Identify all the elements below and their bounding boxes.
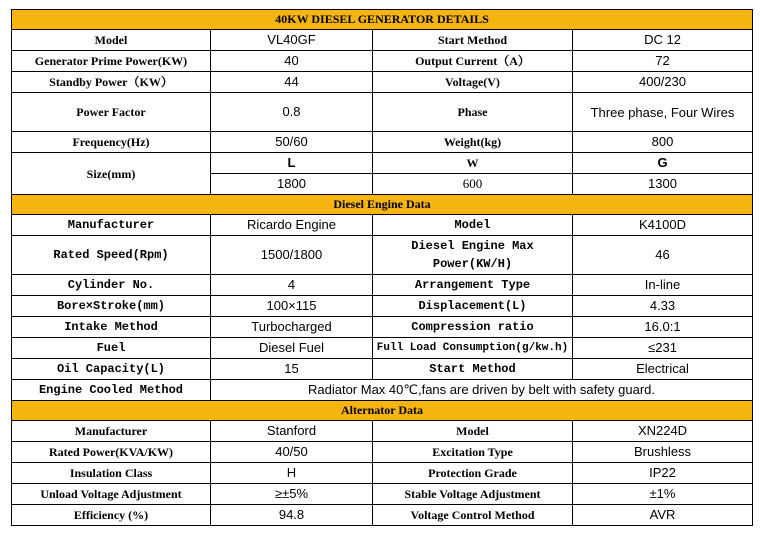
weight-value: 800 — [573, 132, 753, 153]
standby-power-label: Standby Power（KW） — [12, 72, 211, 93]
engine-model-label: Model — [373, 215, 573, 236]
bore-stroke-value: 100×115 — [211, 296, 373, 317]
engine-manufacturer-value: Ricardo Engine — [211, 215, 373, 236]
table-row — [12, 215, 753, 236]
consumption-value: ≤231 — [573, 338, 753, 359]
table-row — [12, 72, 753, 93]
max-power-label: Diesel Engine Max Power(KW/H) — [373, 236, 573, 275]
oil-capacity-label: Oil Capacity(L) — [12, 359, 211, 380]
table-row — [12, 463, 753, 484]
displacement-value: 4.33 — [573, 296, 753, 317]
table-row — [12, 51, 753, 72]
frequency-value: 50/60 — [211, 132, 373, 153]
rated-power-value: 40/50 — [211, 442, 373, 463]
consumption-label: Full Load Consumption(g/kw.h) — [373, 338, 573, 359]
engine-section-title: Diesel Engine Data — [12, 195, 753, 215]
insulation-value: H — [211, 463, 373, 484]
model-value: VL40GF — [211, 30, 373, 51]
fuel-label: Fuel — [12, 338, 211, 359]
output-current-label: Output Current（A） — [373, 51, 573, 72]
bore-stroke-label: Bore×Stroke(mm) — [12, 296, 211, 317]
arrangement-value: In-line — [573, 275, 753, 296]
section-header-row — [12, 195, 753, 215]
table-row — [12, 317, 753, 338]
start-method-label: Start Method — [373, 30, 573, 51]
voltage-value: 400/230 — [573, 72, 753, 93]
table-row — [12, 359, 753, 380]
size-g-value: 1300 — [573, 174, 753, 195]
excitation-label: Excitation Type — [373, 442, 573, 463]
table-row — [12, 236, 753, 275]
cylinder-value: 4 — [211, 275, 373, 296]
insulation-label: Insulation Class — [12, 463, 211, 484]
cooled-method-value: Radiator Max 40℃,fans are driven by belt with safety guard. — [211, 380, 753, 401]
output-current-value: 72 — [573, 51, 753, 72]
title-row — [12, 10, 753, 30]
table-row — [12, 505, 753, 526]
compression-value: 16.0:1 — [573, 317, 753, 338]
start-method-value: DC 12 — [573, 30, 753, 51]
size-w-value: 600 — [373, 174, 573, 195]
voltage-control-label: Voltage Control Method — [373, 505, 573, 526]
cooled-method-label: Engine Cooled Method — [12, 380, 211, 401]
table-row — [12, 296, 753, 317]
engine-model-value: K4100D — [573, 215, 753, 236]
power-factor-label: Power Factor — [12, 93, 211, 132]
stable-voltage-label: Stable Voltage Adjustment — [373, 484, 573, 505]
unload-voltage-label: Unload Voltage Adjustment — [12, 484, 211, 505]
table-row — [12, 275, 753, 296]
cylinder-label: Cylinder No. — [12, 275, 211, 296]
protection-label: Protection Grade — [373, 463, 573, 484]
rated-power-label: Rated Power(KVA/KW) — [12, 442, 211, 463]
weight-label: Weight(kg) — [373, 132, 573, 153]
engine-manufacturer-label: Manufacturer — [12, 215, 211, 236]
alt-manufacturer-value: Stanford — [211, 421, 373, 442]
oil-capacity-value: 15 — [211, 359, 373, 380]
standby-power-value: 44 — [211, 72, 373, 93]
alt-model-value: XN224D — [573, 421, 753, 442]
table-row — [12, 484, 753, 505]
engine-start-label: Start Method — [373, 359, 573, 380]
efficiency-label: Efficiency (%) — [12, 505, 211, 526]
engine-start-value: Electrical — [573, 359, 753, 380]
size-w-header: W — [373, 153, 573, 174]
model-label: Model — [12, 30, 211, 51]
table-row — [12, 30, 753, 51]
arrangement-label: Arrangement Type — [373, 275, 573, 296]
alternator-section-title: Alternator Data — [12, 401, 753, 421]
section-header-row — [12, 401, 753, 421]
table-row — [12, 132, 753, 153]
rated-speed-label: Rated Speed(Rpm) — [12, 236, 211, 275]
rated-speed-value: 1500/1800 — [211, 236, 373, 275]
table-title: 40KW DIESEL GENERATOR DETAILS — [12, 10, 753, 30]
size-g-header: G — [573, 153, 753, 174]
table-row — [12, 442, 753, 463]
unload-voltage-value: ≥±5% — [211, 484, 373, 505]
voltage-label: Voltage(V) — [373, 72, 573, 93]
alt-model-label: Model — [373, 421, 573, 442]
displacement-label: Displacement(L) — [373, 296, 573, 317]
size-l-header: L — [211, 153, 373, 174]
max-power-value: 46 — [573, 236, 753, 275]
excitation-value: Brushless — [573, 442, 753, 463]
intake-value: Turbocharged — [211, 317, 373, 338]
phase-value: Three phase, Four Wires — [573, 93, 753, 132]
table-row — [12, 93, 753, 132]
size-label: Size(mm) — [12, 153, 211, 195]
power-factor-value: 0.8 — [211, 93, 373, 132]
table-row — [12, 153, 753, 174]
compression-label: Compression ratio — [373, 317, 573, 338]
size-l-value: 1800 — [211, 174, 373, 195]
voltage-control-value: AVR — [573, 505, 753, 526]
intake-label: Intake Method — [12, 317, 211, 338]
generator-spec-table — [11, 9, 753, 526]
table-row — [12, 421, 753, 442]
table-row — [12, 338, 753, 359]
prime-power-label: Generator Prime Power(KW) — [12, 51, 211, 72]
phase-label: Phase — [373, 93, 573, 132]
fuel-value: Diesel Fuel — [211, 338, 373, 359]
efficiency-value: 94.8 — [211, 505, 373, 526]
table-row — [12, 380, 753, 401]
stable-voltage-value: ±1% — [573, 484, 753, 505]
alt-manufacturer-label: Manufacturer — [12, 421, 211, 442]
frequency-label: Frequency(Hz) — [12, 132, 211, 153]
protection-value: IP22 — [573, 463, 753, 484]
prime-power-value: 40 — [211, 51, 373, 72]
